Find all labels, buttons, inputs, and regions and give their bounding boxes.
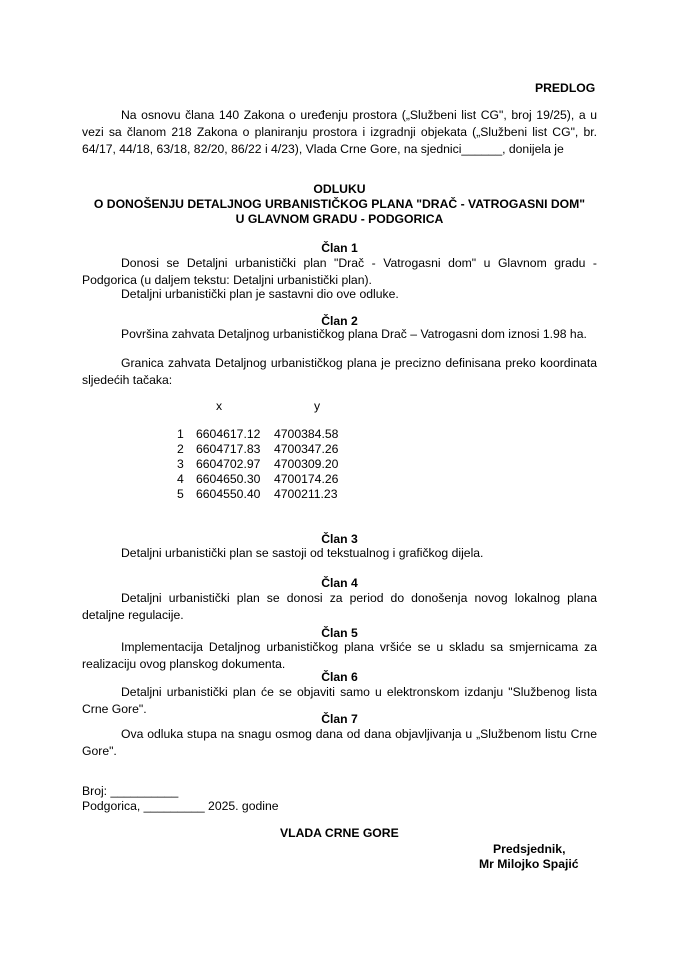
coord-header-x: x <box>216 399 223 413</box>
article-1-heading: Član 1 <box>321 241 358 255</box>
point-number: 2 <box>177 442 184 456</box>
article-3-heading: Član 3 <box>321 532 358 546</box>
place-date-line: Podgorica, _________ 2025. godine <box>82 799 279 813</box>
article-7-heading: Član 7 <box>321 712 358 726</box>
article-6-paragraph: Detaljni urbanistički plan će se objaviti samo u elektronskom izdanju "Službenog lista Crne Gore". <box>82 685 597 716</box>
article-2-heading: Član 2 <box>321 314 358 328</box>
government-name: VLADA CRNE GORE <box>280 826 399 840</box>
coord-x: 6604717.83 <box>196 442 261 456</box>
point-number: 5 <box>177 487 184 501</box>
article-6-heading: Član 6 <box>321 670 358 684</box>
article-2-paragraph-2: Granica zahvata Detaljnog urbanističkog plana je precizno definisana preko koordinata sljedećih tačaka: <box>82 356 597 387</box>
intro-paragraph: Na osnovu člana 140 Zakona o uređenju prostora („Službeni list CG", broj 19/25), a u vezi sa članom 218 Zakona o planiranju prostora i izgradnji objekata („Službeni list CG", br. 64/17, 44/18, 63/18, 82/20, 86/22 i 4/23), Vlada Crne Gore, na sjednici______, donijela je <box>82 108 597 156</box>
article-1-paragraph-2: Detaljni urbanistički plan je sastavni dio ove odluke. <box>121 287 399 301</box>
decision-title-line1: ODLUKU <box>313 182 366 196</box>
article-7-paragraph: Ova odluka stupa na snagu osmog dana od dana objavljivanja u „Službenom listu Crne Gore". <box>82 727 597 758</box>
coord-x: 6604702.97 <box>196 457 261 471</box>
president-title: Predsjednik, <box>493 842 566 856</box>
point-number: 1 <box>177 427 184 441</box>
point-number: 3 <box>177 457 184 471</box>
article-5-heading: Član 5 <box>321 626 358 640</box>
predlog-label: PREDLOG <box>535 81 596 95</box>
decision-title-line3: U GLAVNOM GRADU - PODGORICA <box>235 212 444 226</box>
coord-header-y: y <box>314 399 321 413</box>
coord-y: 4700384.58 <box>274 427 339 441</box>
article-4-paragraph: Detaljni urbanistički plan se donosi za period do donošenja novog lokalnog plana detaljne regulacije. <box>82 591 597 622</box>
coord-y: 4700174.26 <box>274 472 339 486</box>
coord-y: 4700309.20 <box>274 457 339 471</box>
coord-x: 6604617.12 <box>196 427 261 441</box>
coord-x: 6604550.40 <box>196 487 261 501</box>
point-number: 4 <box>177 472 184 486</box>
coord-x: 6604650.30 <box>196 472 261 486</box>
article-1-paragraph-1: Donosi se Detaljni urbanistički plan "Drač - Vatrogasni dom" u Glavnom gradu - Podgorica (u daljem tekstu: Detaljni urbanistički plan). <box>82 256 597 287</box>
article-4-heading: Član 4 <box>321 576 358 590</box>
article-2-paragraph-1: Površina zahvata Detaljnog urbanističkog plana Drač – Vatrogasni dom iznosi 1.98 ha. <box>121 327 587 341</box>
coord-y: 4700211.23 <box>274 487 338 501</box>
article-5-paragraph: Implementacija Detaljnog urbanističkog plana vršiće se u skladu sa smjernicama za realizaciju ovog planskog dokumenta. <box>82 640 597 671</box>
coord-y: 4700347.26 <box>274 442 339 456</box>
article-3-paragraph: Detaljni urbanistički plan se sastoji od tekstualnog i grafičkog dijela. <box>121 546 484 560</box>
broj-line: Broj: __________ <box>82 784 179 798</box>
president-name: Mr Milojko Spajić <box>479 857 579 871</box>
decision-title-line2: O DONOŠENJU DETALJNOG URBANISTIČKOG PLANA "DRAČ - VATROGASNI DOM" <box>93 197 586 211</box>
